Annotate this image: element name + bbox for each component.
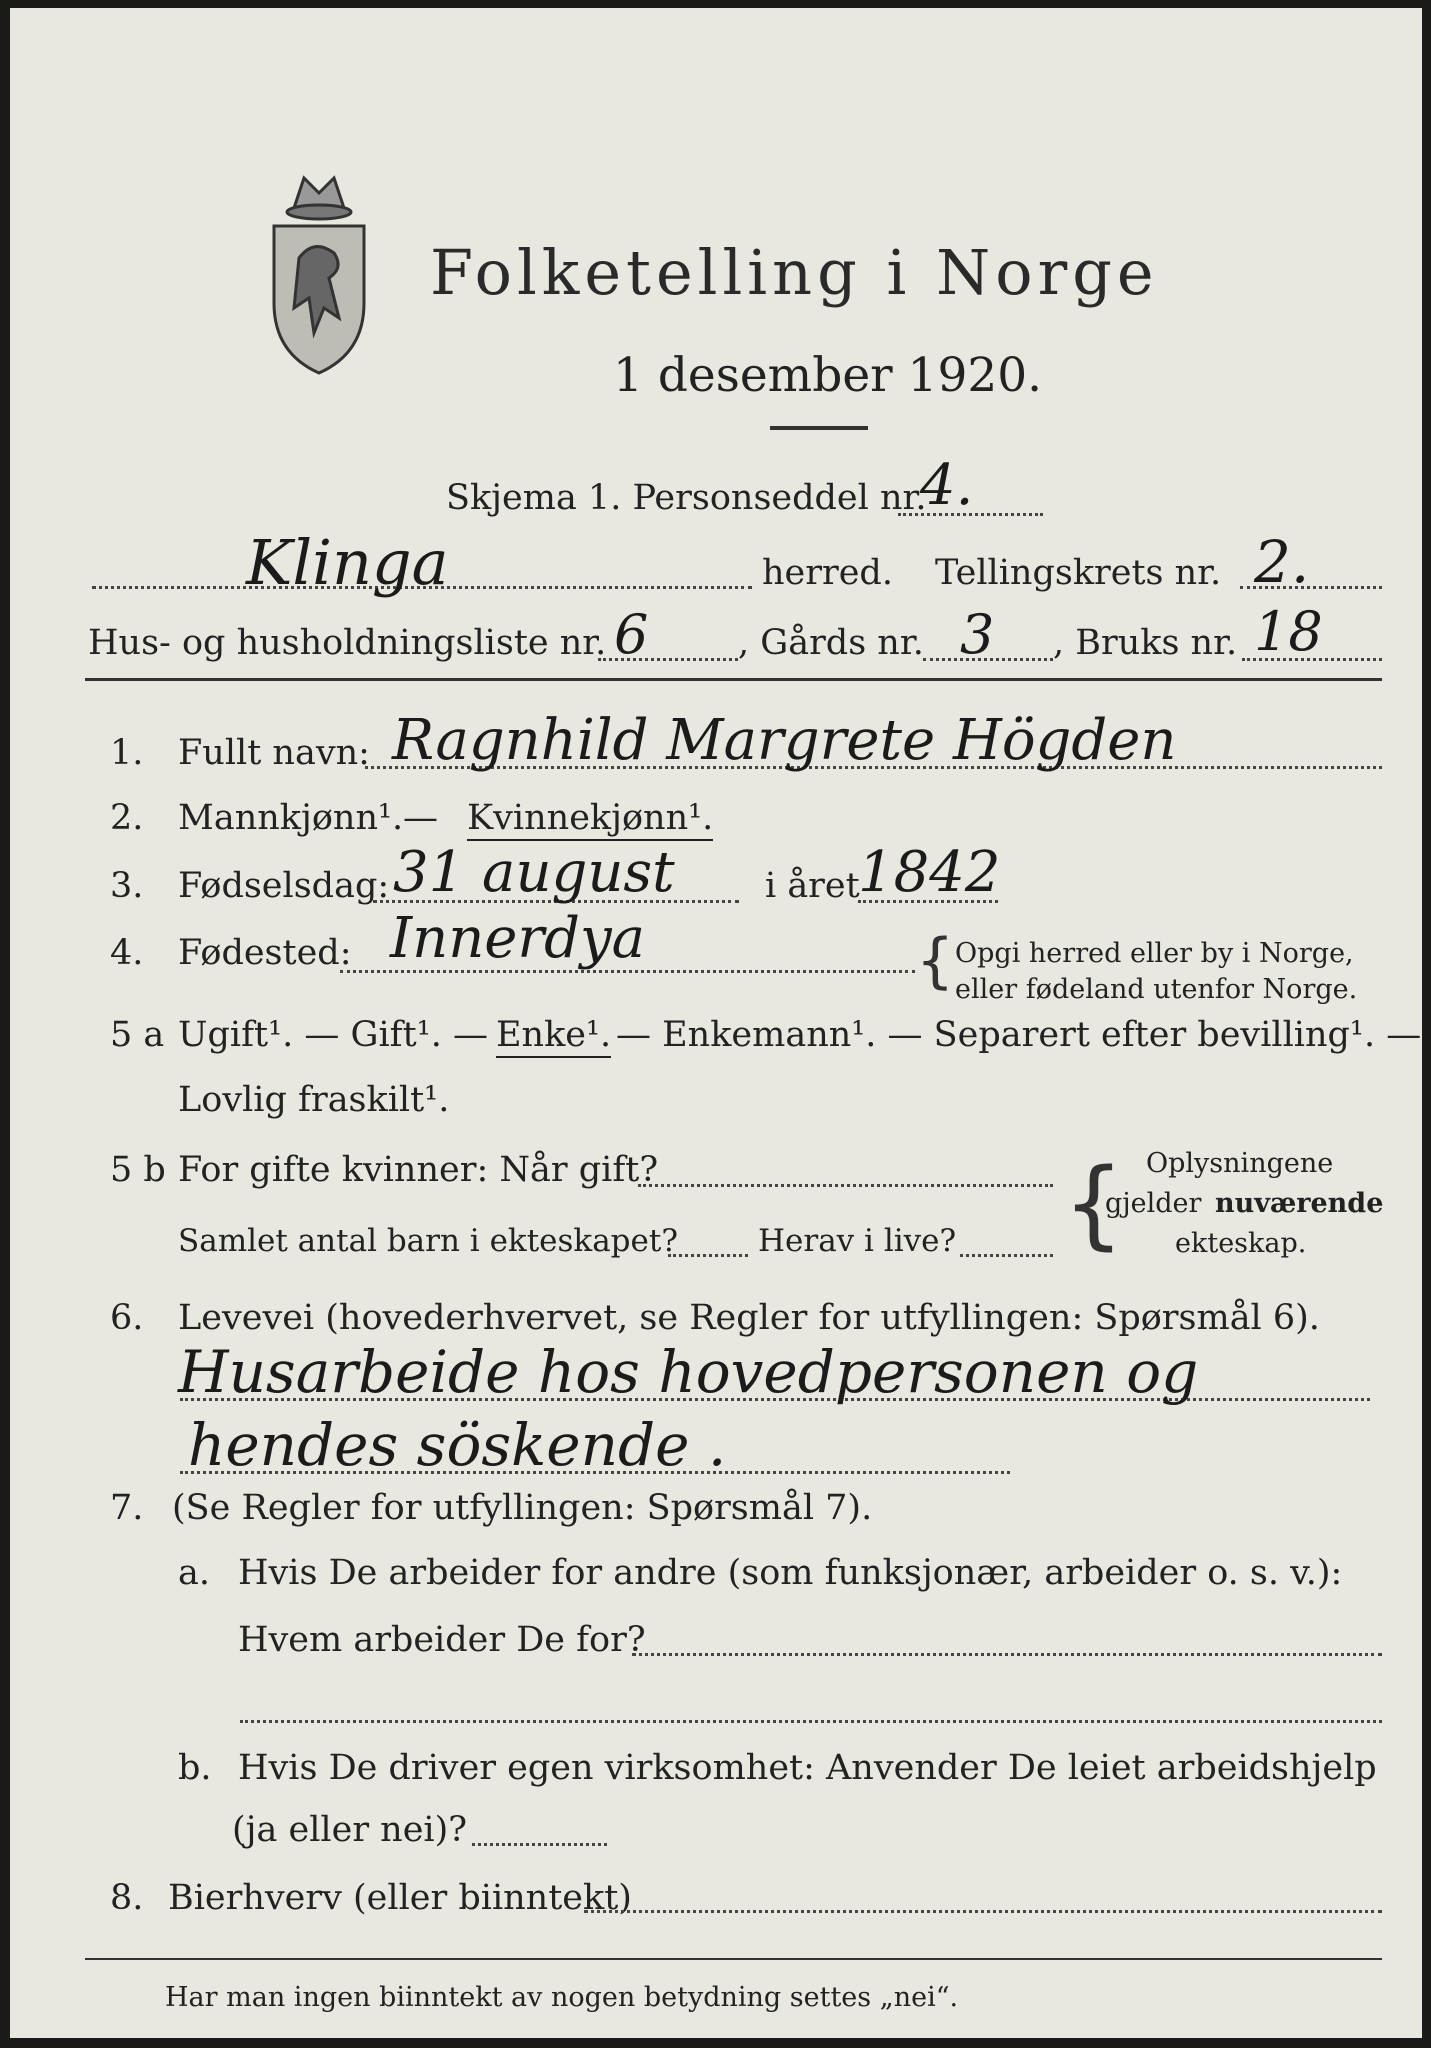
q7b-yesno-label: (ja eller nei)? [232,1810,468,1850]
q5b-number: 5 b [110,1150,166,1190]
q7a-employer-dotline [632,1653,1382,1656]
schema-label: Skjema 1. Personseddel nr. [446,478,927,518]
bruks-value[interactable]: 18 [1254,600,1323,663]
tellingskrets-label: Tellingskrets nr. [935,553,1222,593]
q5b-children-label: Samlet antal barn i ekteskapet? [178,1223,678,1259]
schema-value[interactable]: 4. [920,453,974,518]
q2-separator: — [403,798,438,838]
form-title: Folketelling i Norge [430,236,1159,309]
q3-number: 3. [110,866,144,906]
q1-label: Fullt navn: [178,733,370,773]
q5b-brace: { [1063,1148,1125,1260]
form-date: 1 desember 1920. [613,348,1043,403]
q5a-options-end: — Enkemann¹. — Separert efter bevilling¹. — [616,1015,1422,1055]
q7b-yesno-dotline [472,1843,607,1846]
q5a-options-start: Ugift¹. — Gift¹. — [178,1015,488,1055]
q7b-letter: b. [178,1748,212,1788]
norwegian-coat-of-arms-icon [254,168,384,378]
herred-value[interactable]: Klinga [246,526,449,599]
q7-number: 7. [110,1488,144,1528]
q5b-note-line1: Oplysningene [1146,1148,1334,1179]
footer-rule [85,1958,1382,1960]
q2-female-selected[interactable]: Kvinnekjønn¹. [467,798,713,841]
q6-label: Levevei (hovederhvervet, se Regler for utfyllingen: Spørsmål 6). [178,1298,1320,1338]
q3-year-label: i året [765,866,860,906]
herred-label: herred. [762,553,893,593]
q7b-label: Hvis De driver egen virksomhet: Anvender De leiet arbeidshjelp [238,1748,1377,1788]
q7a-letter: a. [178,1553,210,1593]
bruks-label: , Bruks nr. [1053,623,1238,663]
hus-label: Hus- og husholdningsliste nr. [88,623,607,663]
census-form-page [10,8,1422,2038]
q2-male: Mannkjønn¹. [178,798,404,838]
q3-year-value[interactable]: 1842 [858,840,1001,905]
q8-label: Bierhverv (eller biinntekt) [168,1878,632,1918]
header-rule [85,678,1382,681]
q5b-note-line2a: gjelder [1105,1188,1202,1219]
q1-value[interactable]: Ragnhild Margrete Högden [392,708,1177,773]
q3-label: Fødselsdag: [178,866,390,906]
q4-brace: { [916,926,955,996]
q5a-enke-selected[interactable]: Enke¹. [496,1015,611,1058]
title-divider [770,426,868,430]
q4-label: Fødested: [178,933,352,973]
q5b-children-dotline [668,1254,748,1257]
q3-value[interactable]: 31 august [393,840,675,905]
q5b-note-line3: ekteskap. [1175,1228,1307,1259]
q2-number: 2. [110,798,144,838]
q5b-when-married-label: For gifte kvinner: Når gift? [178,1150,659,1190]
q5b-alive-label: Herav i live? [758,1223,957,1259]
q4-note-line2: eller fødeland utenfor Norge. [955,974,1358,1005]
q7a-label: Hvis De arbeider for andre (som funksjonær, arbeider o. s. v.): [238,1553,1343,1593]
q6-value-line1[interactable]: Husarbeide hos hovedpersonen og [178,1338,1199,1406]
tellingskrets-value[interactable]: 2. [1254,528,1310,596]
q5b-alive-dotline [960,1254,1053,1257]
q8-dotline [584,1910,1382,1913]
q5b-when-dotline [638,1184,1053,1187]
q5b-note-line2b: nuværende [1215,1188,1384,1219]
q4-note-line1: Opgi herred eller by i Norge, [955,938,1354,969]
q6-number: 6. [110,1298,144,1338]
q4-value[interactable]: Innerdya [390,906,646,971]
q5a-line2: Lovlig fraskilt¹. [178,1080,450,1120]
footer-note: Har man ingen biinntekt av nogen betydning settes „nei“. [165,1982,959,2013]
q6-value-line2[interactable]: hendes söskende . [188,1411,727,1479]
gards-label: , Gårds nr. [738,623,924,663]
q7-label: (Se Regler for utfyllingen: Spørsmål 7). [172,1488,873,1528]
q8-number: 8. [110,1878,144,1918]
q4-number: 4. [110,933,144,973]
gards-value[interactable]: 3 [960,603,995,666]
q1-number: 1. [110,733,144,773]
q7a-employer-dotline2 [240,1720,1382,1723]
q5a-number: 5 a [110,1015,165,1055]
q7a-employer-label: Hvem arbeider De for? [238,1620,646,1660]
hus-value[interactable]: 6 [614,603,649,666]
